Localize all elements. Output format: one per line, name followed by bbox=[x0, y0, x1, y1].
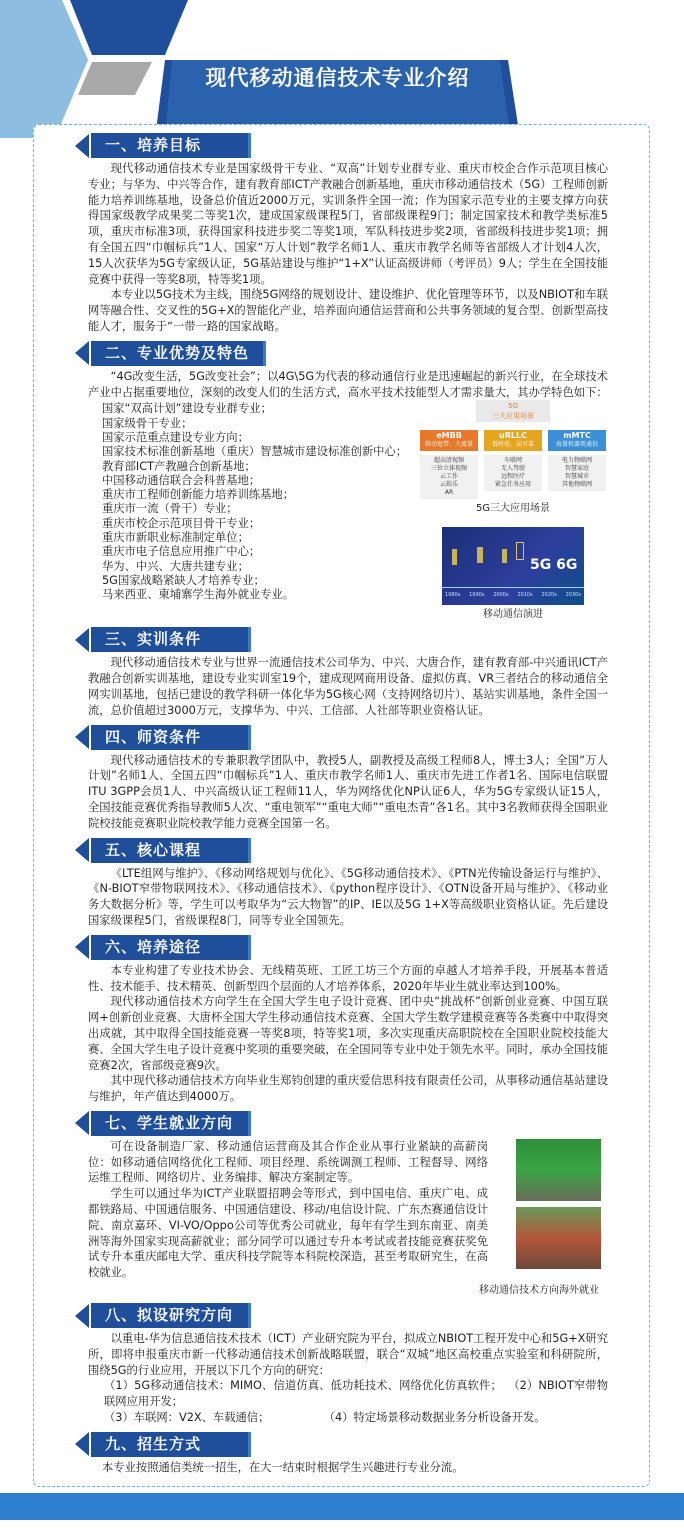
section-admission bbox=[34, 1432, 649, 1476]
list-item: 重庆市一流（骨干）专业； bbox=[102, 502, 238, 516]
section-header-pathways: 六、培养途径 bbox=[75, 935, 649, 960]
section-research-text: 以重电-华为信息通信技术技术（ICT）产业研究院为平台，拟成立NBIOT工程开发中心和5G+X研究所，即将申报重庆市新一代移动通信技术创新战略联盟，联合“双城”地区高校重点实验室和科研院所，围绕5G的行业应用，开展以下几个方向的研究： （1）5G移动通信技术：MIMO、信道仿真、低功耗技术、网络优化仿真软件； （2）NBIOT窄带物联网应用开发； （3）车联网：V2X、车载通信； （4）特定场景移动数据业务分析设备开发。 bbox=[88, 1332, 608, 1425]
research-item: （1）5G移动通信技术：MIMO、信道仿真、低功耗技术、网络优化仿真软件； bbox=[104, 1379, 502, 1393]
arrow-icon bbox=[75, 1432, 89, 1456]
section-courses-text: 《LTE组网与维护》、《移动网络规划与优化》、《5G移动通信技术》、《PTN光传输设备运行与维护》、《N-BIOT窄带物联网技术》、《移动通信技术》、《python程序设计》、《OTN设备开局与维护》、《移动业务大数据分析》等，学生可以考取华为“云大物智”的IP、IE以及5G 1+X等高级职业资格认证。先后建设国家级课程5门，省级课程8门，同等专业全国领先。 bbox=[88, 866, 608, 927]
page-title: 现代移动通信技术专业介绍 bbox=[205, 66, 470, 90]
figure-caption: 移动通信演进 bbox=[483, 609, 543, 621]
list-item: 重庆市电子信息应用推广中心； bbox=[102, 545, 261, 559]
section-header-employment: 七、学生就业方向 bbox=[75, 1111, 649, 1136]
urllc-items: 车联网 无人驾驶 远程医疗 紧急任务应用 bbox=[484, 455, 542, 491]
list-item: 教育部ICT产教融合创新基地； bbox=[102, 459, 256, 473]
section-header-research: 八、拟设研究方向 bbox=[75, 1303, 649, 1328]
research-item: （3）车联网：V2X、车载通信； bbox=[104, 1411, 270, 1425]
list-item: 重庆市新职业标准制定单位； bbox=[102, 531, 249, 545]
arrow-icon bbox=[75, 725, 89, 749]
arrow-icon bbox=[75, 1111, 89, 1135]
arrow-icon bbox=[75, 628, 89, 652]
bottom-band bbox=[0, 1493, 684, 1520]
section-employment bbox=[34, 1111, 649, 1297]
list-item: 国家级骨干专业； bbox=[102, 416, 193, 430]
figure-caption: 移动通信技术方向海外就业 bbox=[479, 1285, 599, 1297]
arrow-icon bbox=[75, 134, 89, 158]
section-header-admission: 九、招生方式 bbox=[75, 1432, 649, 1457]
research-item: （4）特定场景移动数据业务分析设备开发。 bbox=[329, 1411, 546, 1425]
section-goals bbox=[34, 133, 649, 335]
list-item: 重庆市校企示范项目骨干专业； bbox=[102, 516, 261, 530]
mobile-evolution-image: 5G 6G 1980s 1990s 2000s 2010s 2020s 2030s bbox=[442, 527, 584, 605]
list-item: 国家“双高计划”建设专业群专业； bbox=[102, 402, 272, 416]
list-item: 马来西亚、柬埔寨学生海外就业专业。 bbox=[102, 588, 295, 602]
list-item: 国家示范重点建设专业方向； bbox=[102, 430, 249, 444]
section-faculty-text: 现代移动通信技术的专兼职教学团队中，教授5人，副教授及高级工程师8人，博士3人；全国“万人计划”名师1人、全国五四“巾帼标兵”1人、重庆市教学名师1人、重庆市先进工作者1名、国际电信联盟ITU 3GPP会员1人、中兴高级认证工程师11人，华为网络优化NP认证6人，华为5G专家级认证15人，全国技能竞赛优秀指导教师5人次、“重电领军”“重电大师”“重电杰青”各1名。其中3名教师获得全国职业院校技能竞赛职业院校教学能力竞赛全国第一名。 bbox=[88, 753, 608, 830]
section-training-text: 现代移动通信技术专业与世界一流通信技术公司华为、中兴、大唐合作，建有教育部-中兴通讯ICT产教融合创新实训基地，建设专业实训室19个，建成现网商用设备、虚拟仿真、VR三者结合的移动通信全网实训基地，包括已建设的教学科研一体化华为5G核心网（支持网络切片）、基站实训基地，条件全国一流，总价值超过3000万元，支撑华为、中兴、工信部、人社部等职业资格认证。 bbox=[88, 656, 608, 717]
list-item: 重庆市工程师创新能力培养训练基地； bbox=[102, 488, 295, 502]
urllc-box: uRLLC 低时延、高可靠 bbox=[484, 430, 542, 451]
arrow-icon bbox=[75, 1304, 89, 1328]
section-courses bbox=[34, 838, 649, 929]
section-header-training: 三、实训条件 bbox=[75, 627, 649, 652]
list-item: 中国移动通信联合会科普基地； bbox=[102, 473, 261, 487]
5g-scenarios-title: 5G 三大应用场景 bbox=[476, 400, 550, 422]
research-item: （2）NBIOT窄带物联网应用开发； bbox=[104, 1379, 608, 1409]
section-advantages bbox=[34, 341, 649, 622]
section-header-courses: 五、核心课程 bbox=[75, 838, 649, 863]
mmtc-items: 电力物联网 智慧家庭 智慧城市 其他物联网 bbox=[548, 455, 606, 491]
embb-items: 超高清视频 三位立体视频 云工作 云娱乐 AR bbox=[420, 455, 478, 499]
section-pathways bbox=[34, 935, 649, 1105]
5g-scenarios-diagram bbox=[420, 430, 606, 499]
content-frame bbox=[33, 124, 650, 1487]
section-pathways-text: 本专业构建了专业技术协会、无线精英班、工匠工坊三个方面的卓越人才培养手段，开展基本普适性、技术能手、技术精英、创新型四个层面的人才培养体系，2020年毕业生就业率达到100%。 现代移动通信技术方向学生在全国大学生电子设计竞赛、团中央“挑战杯”创新创业竞赛、中国互联网+创新创业竞赛、大唐杯全国大学生移动通信技术竞赛、全国大学生数学建模竞赛等各类赛中中取得突出成就，其中取得全国技能竞赛一等奖8项，特等奖1项，多次实现重庆高职院校在全国职业院校技能大赛、全国大学生电子设计竞赛中奖项的重要突破，在全国同等专业中处于领先水平。同时，承办全国技能竞赛2次，省部级竞赛9次。 其中现代移动通信技术方向毕业生郑钧创建的重庆爱信思科技有限责任公司，从事移动通信基站建设与维护，年产值达到4000万。 bbox=[88, 963, 608, 1104]
embb-box: eMBB 移动宽带、大流量 bbox=[420, 430, 478, 451]
section-admission-text: 本专业按照通信类统一招生，在大一结束时根据学生兴趣进行专业分流。 bbox=[102, 1460, 464, 1474]
section-header-faculty: 四、师资条件 bbox=[75, 725, 649, 750]
list-item: 国家技术标准创新基地（重庆）智慧城市建设标准创新中心； bbox=[102, 445, 408, 459]
list-item: 华为、中兴、大唐共建专业； bbox=[102, 559, 249, 573]
overseas-group-photo bbox=[516, 1139, 601, 1201]
list-item: 5G国家战略紧缺人才培养专业； bbox=[102, 573, 265, 587]
arrow-icon bbox=[75, 341, 89, 365]
section-header-goals: 一、培养目标 bbox=[75, 133, 649, 158]
arrow-icon bbox=[75, 838, 89, 862]
section-faculty bbox=[34, 725, 649, 832]
overseas-children-photo bbox=[516, 1207, 601, 1269]
arrow-icon bbox=[75, 935, 89, 959]
section-training bbox=[34, 627, 649, 718]
photos-column bbox=[508, 1139, 608, 1281]
section-header-advantages: 二、专业优势及特色 bbox=[75, 341, 649, 366]
section-advantages-intro: “4G改变生活，5G改变社会”；以4G\5G为代表的移动通信行业是迅速崛起的新兴行业，在全球技术产业中占据重要地位，深刻的改变人们的生活方式，高水平技术技能型人才需求量大，其办学特色如下： bbox=[88, 369, 608, 399]
evolution-label: 6G bbox=[556, 557, 578, 574]
figures-column bbox=[418, 400, 608, 621]
figure-caption: 5G三大应用场景 bbox=[475, 503, 551, 515]
mmtc-box: mMTC 海量机器类通信 bbox=[548, 430, 606, 451]
section-goals-text: 现代移动通信技术专业是国家级骨干专业、“双高”计划专业群专业、重庆市校企合作示范项目核心专业；与华为、中兴等合作，建有教育部ICT产教融合创新基地，重庆市移动通信技术（5G）工程师创新能力培养训练基地，设备总价值近2000万元，实训条件全国一流；作为国家示范专业的主要支撑方向获得国家级教学成果奖二等奖1次，建成国家级课程5门，省部级课程9门；制定国家技术和教学类标准5项，重庆市标准3项，获得国家科技进步奖二等奖1项，军队科技进步奖2项，省部级科技进步奖1项；拥有全国五四“巾帼标兵”1人、国家“万人计划”教学名师1人、重庆市教学名师等省部级人才计划4人次，15人次获华为5G专家级认证，5G基站建设与维护“1+X”认证高级讲师（考评员）9人；学生在全国技能竞赛中获得一等奖8项，特等奖1项。 本专业以5G技术为主线，围绕5G网络的规划设计、建设维护、优化管理等环节，以及NBIOT和车联网等融合性、交叉性的5G+X的智能化产业，培养面向通信运营商和公共事务领域的复合型、创新型高技能人才，服务于“一带一路的国家战略。 bbox=[88, 162, 608, 333]
section-employment-text: 可在设备制造厂家、移动通信运营商及其合作企业从事行业紧缺的高薪岗位：如移动通信网络优化工程师、项目经理、系统调测工程师、工程督导、网络运维工程师、网络切片、业务编排、解决方案制定等。 学生可以通过华为ICT产业联盟招聘会等形式，到中国电信、重庆广电、成都铁路局、中国通信服务、中国通信建设、移动/电信设计院、广东杰赛通信设计院、南京嘉环、VI-VO/Oppo公司等优秀公司就业，每年有学生到东南亚、南美洲等海外国家实现高薪就业；部分同学可以通过专升本考试或者技能竞赛获奖免试专升本重庆邮电大学、重庆科技学院等本科院校深造，甚至考取研究生，在高校就业。 bbox=[88, 1139, 488, 1280]
evolution-label: 5G bbox=[530, 557, 552, 574]
advantages-list bbox=[88, 400, 407, 621]
section-research bbox=[34, 1303, 649, 1426]
